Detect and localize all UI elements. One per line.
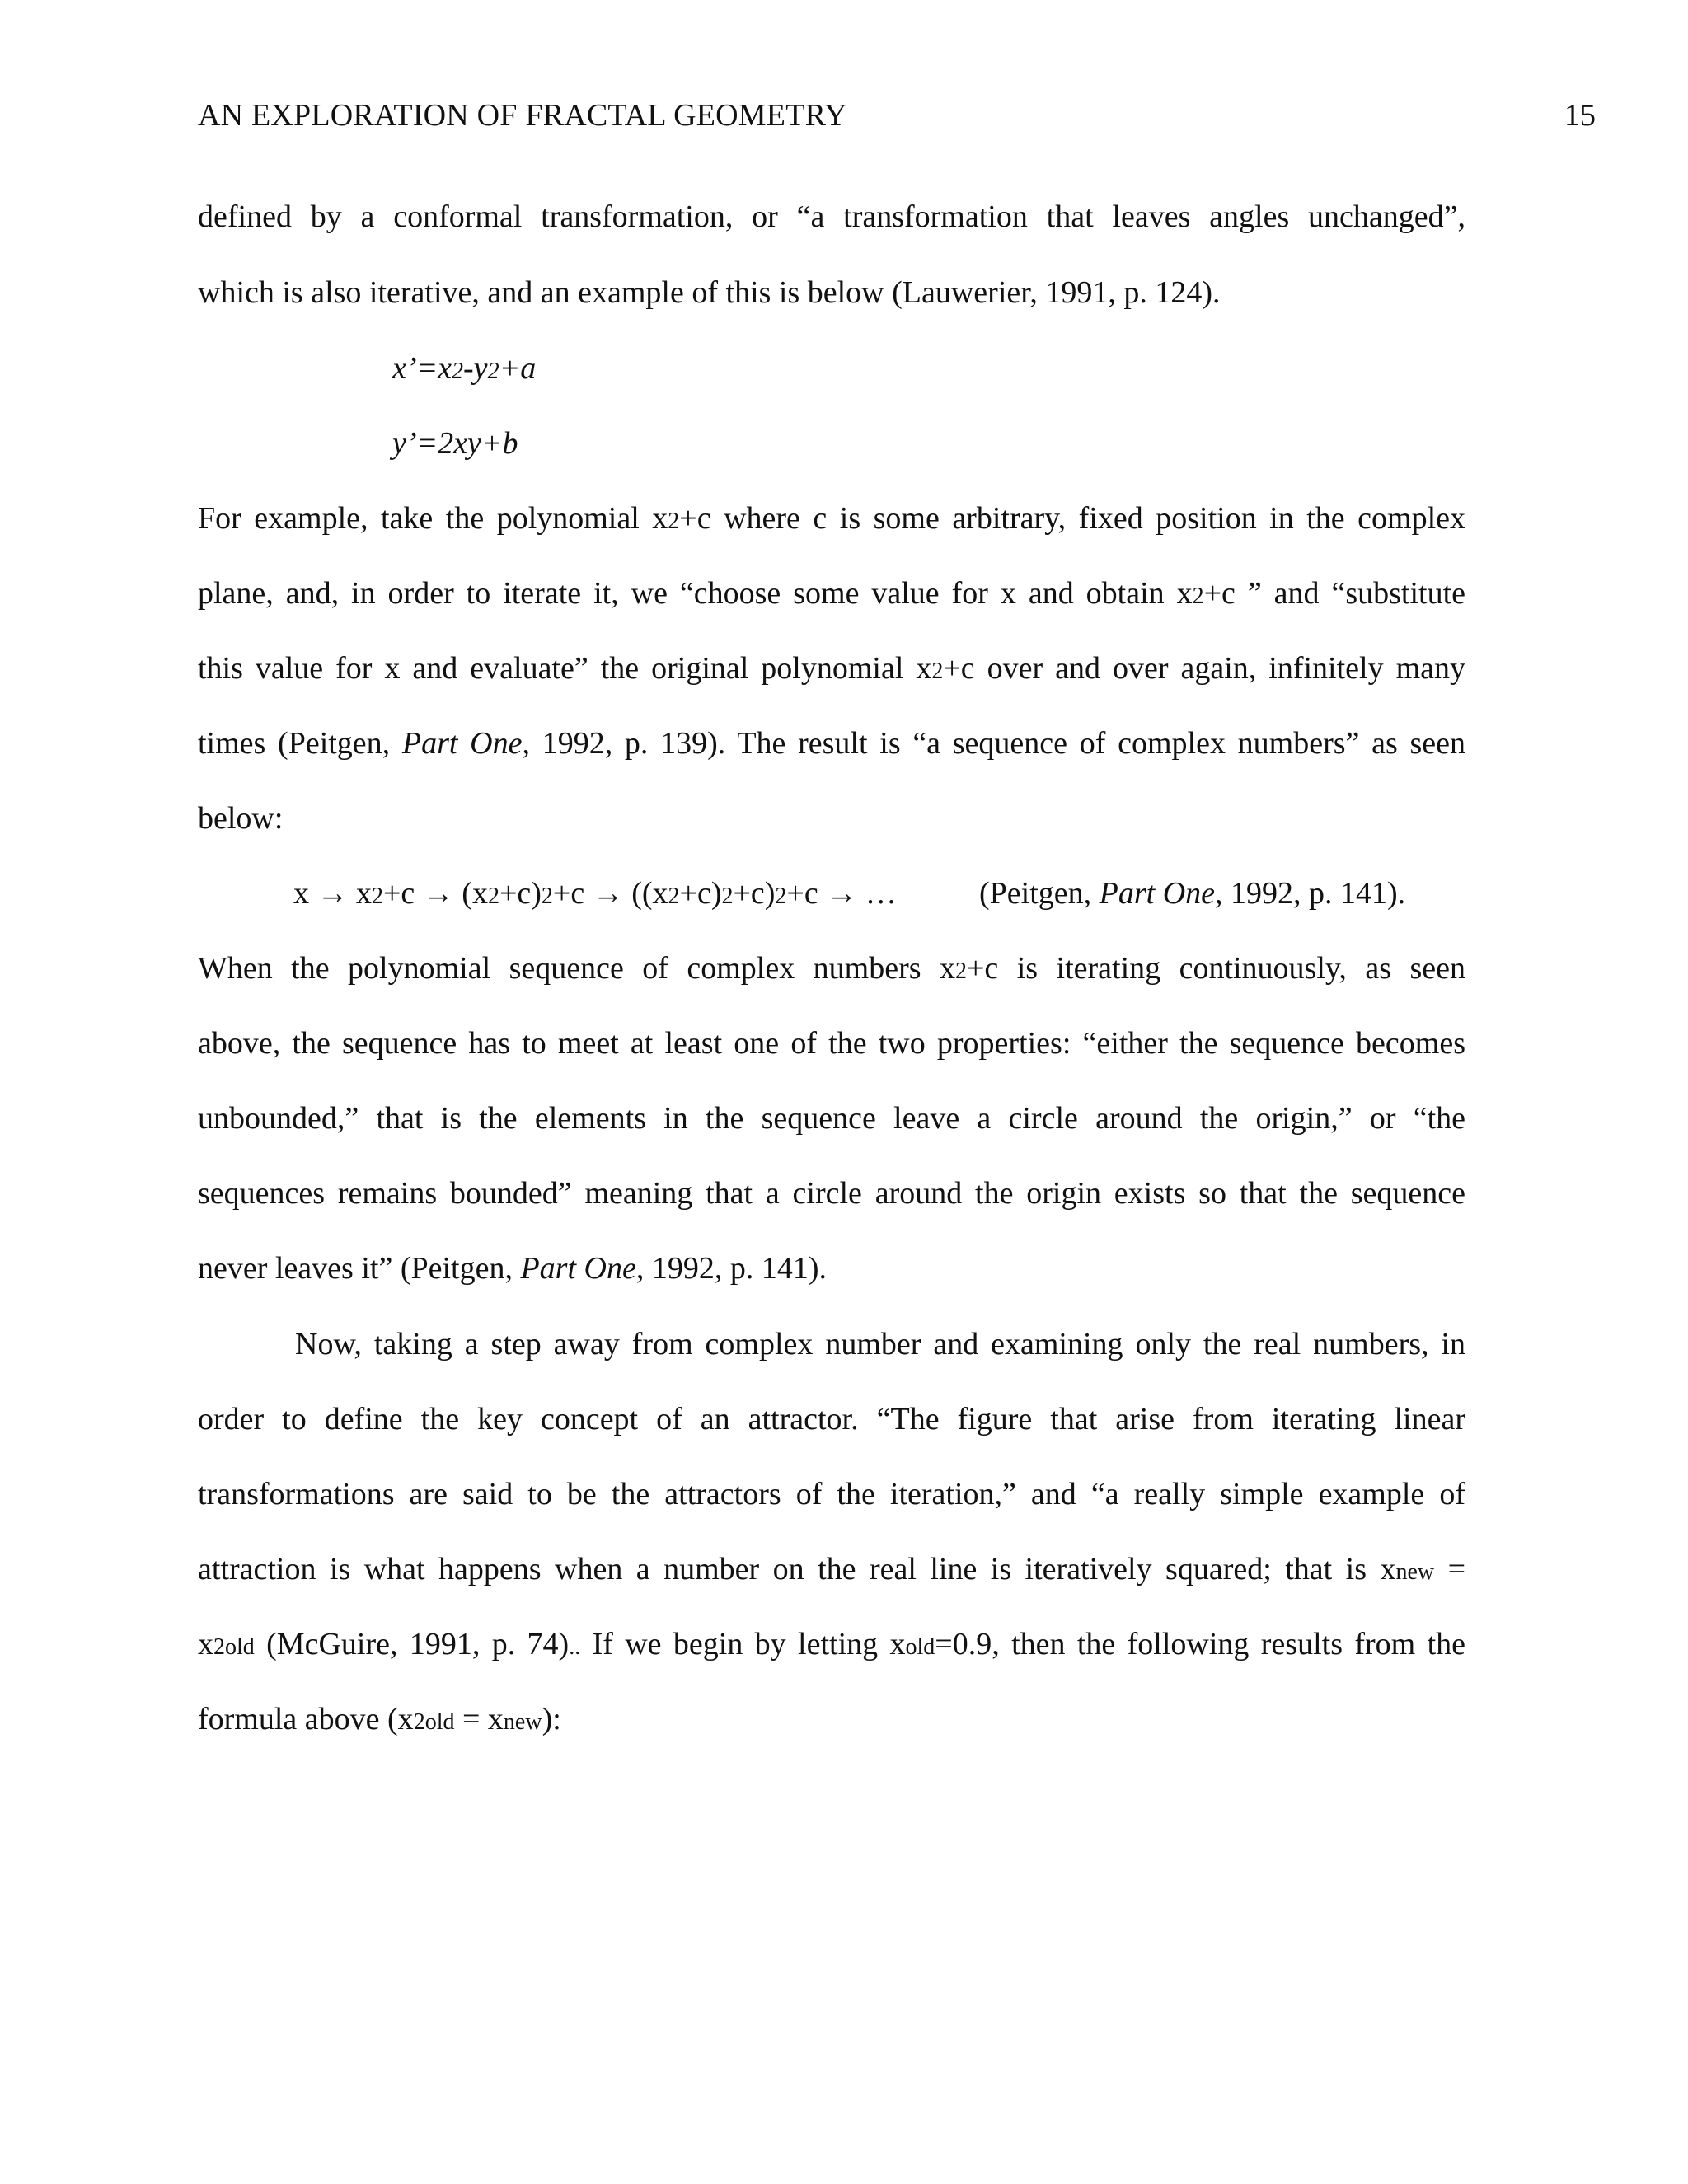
paragraph-line: Now, taking a step away from complex number and examining only the real numbers, in <box>295 1327 1465 1361</box>
page-number: 15 <box>1564 98 1596 133</box>
paragraph-line: this value for x and evaluate” the original polynomial x2+c over and over again, infinitely many <box>198 651 1465 686</box>
equation-x-prime: x’=x2-y2+a <box>392 351 537 386</box>
paragraph-line: transformations are said to be the attractors of the iteration,” and “a really simple example of <box>198 1477 1465 1511</box>
header-title: AN EXPLORATION OF FRACTAL GEOMETRY <box>198 98 847 133</box>
paragraph-line: When the polynomial sequence of complex numbers x2+c is iterating continuously, as seen <box>198 951 1465 986</box>
paragraph-line: defined by a conformal transformation, or “a transformation that leaves angles unchanged”, <box>198 199 1465 234</box>
equation-y-prime: y’=2xy+b <box>392 426 518 461</box>
paragraph-line: plane, and, in order to iterate it, we “choose some value for x and obtain x2+c ” and “substitute <box>198 576 1465 611</box>
sequence-citation: (Peitgen, Part One, 1992, p. 141). <box>979 876 1406 911</box>
paragraph-line: For example, take the polynomial x2+c where c is some arbitrary, fixed position in the complex <box>198 501 1466 536</box>
paragraph-line: unbounded,” that is the elements in the sequence leave a circle around the origin,” or “the <box>198 1101 1465 1136</box>
paragraph-line: above, the sequence has to meet at least one of the two properties: “either the sequence becomes <box>198 1026 1465 1061</box>
paragraph-line: times (Peitgen, Part One, 1992, p. 139). The result is “a sequence of complex numbers” as seen <box>198 726 1466 761</box>
paragraph-line: x2old (McGuire, 1991, p. 74).. If we begin by letting xold=0.9, then the following results from the <box>198 1627 1465 1661</box>
paragraph-line: sequences remains bounded” meaning that a circle around the origin exists so that the sequence <box>198 1176 1465 1211</box>
paragraph-line: below: <box>198 801 284 836</box>
paragraph-line: attraction is what happens when a number on the real line is iteratively squared; that is xnew = <box>198 1552 1466 1586</box>
iteration-sequence: x → x2+c → (x2+c)2+c → ((x2+c)2+c)2+c → … <box>293 876 897 911</box>
paragraph-line: which is also iterative, and an example of this is below (Lauwerier, 1991, p. 124). <box>198 275 1221 310</box>
paragraph-line: order to define the key concept of an attractor. “The figure that arise from iterating linear <box>198 1402 1465 1436</box>
paragraph-line: never leaves it” (Peitgen, Part One, 1992, p. 141). <box>198 1251 827 1286</box>
paragraph-line: formula above (x2old = xnew): <box>198 1702 561 1736</box>
